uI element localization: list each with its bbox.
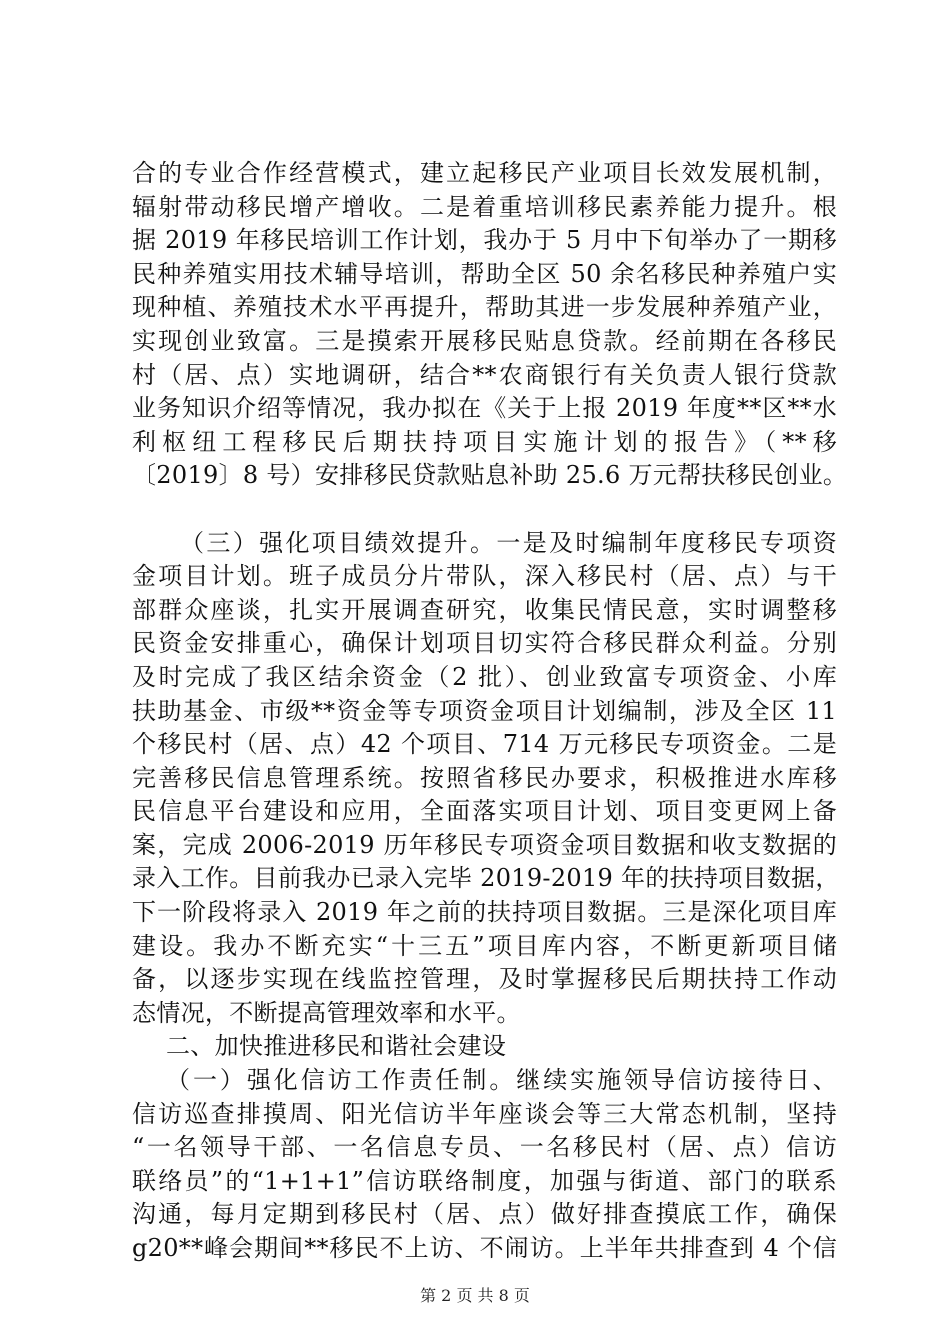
paragraph-2: [132, 527, 840, 1031]
text-line: g20**峰会期间**移民不上访、不闹访。上半年共排查到 4 个信: [132, 1234, 837, 1262]
text-line: 下一阶段将录入 2019 年之前的扶持项目数据。三是深化项目库: [132, 898, 837, 927]
text-line: 部群众座谈，扎实开展调查研究，收集民情民意，实时调整移: [132, 595, 837, 624]
text-line: 及时完成了我区结余资金（2 批）、创业致富专项资金、小库: [132, 662, 837, 691]
text-line: 现种植、养殖技术水平再提升，帮助其进一步发展种养殖产业，: [132, 293, 837, 322]
text-line: 建设。我办不断充实“十三五”项目库内容，不断更新项目储: [132, 931, 837, 960]
text-line-indented: （三）强化项目绩效提升。一是及时编制年度移民专项资: [180, 528, 837, 557]
text-line: 村（居、点）实地调研，结合**农商银行有关负责人银行贷款: [132, 360, 837, 389]
paragraph-3: [132, 1064, 837, 1266]
text-line: 合的专业合作经营模式，建立起移民产业项目长效发展机制，: [132, 159, 837, 187]
text-line: 〔2019〕8 号）安排移民贷款贴息补助 25.6 万元帮扶移民创业。: [132, 461, 848, 490]
text-line: 完善移民信息管理系统。按照省移民办要求，积极推进水库移: [132, 763, 837, 792]
text-line: 扶助基金、市级**资金等专项资金项目计划编制，涉及全区 11: [132, 696, 837, 725]
text-line: “一名领导干部、一名信息专员、一名移民村（居、点）信访: [132, 1133, 837, 1162]
text-line: 个移民村（居、点）42 个项目、714 万元移民专项资金。二是: [132, 730, 837, 759]
text-line: 备，以逐步实现在线监控管理，及时掌握移民后期扶持工作动: [132, 965, 837, 994]
paragraph-1: [132, 157, 848, 493]
text-line: 民资金安排重心，确保计划项目切实符合移民群众利益。分别: [132, 629, 837, 658]
page-footer: 第 2 页 共 8 页: [420, 1286, 530, 1305]
text-line: 民种养殖实用技术辅导培训，帮助全区 50 余名移民种养殖户实: [132, 259, 837, 288]
text-line: 业务知识介绍等情况，我办拟在《关于上报 2019 年度**区**水: [132, 394, 837, 423]
text-line-indented: （一）强化信访工作责任制。继续实施领导信访接待日、: [166, 1066, 837, 1095]
text-line: 利枢纽工程移民后期扶持项目实施计划的报告》（**移: [132, 427, 837, 456]
text-line: 态情况，不断提高管理效率和水平。: [132, 998, 521, 1027]
text-line: 信访巡查排摸周、阳光信访半年座谈会等三大常态机制，坚持: [132, 1099, 837, 1128]
text-line: 录入工作。目前我办已录入完毕 2019-2019 年的扶持项目数据，: [132, 864, 840, 893]
section-heading: 二、加快推进移民和谐社会建设: [166, 1032, 507, 1061]
body-text: [132, 157, 848, 1266]
text-line: 据 2019 年移民培训工作计划，我办于 5 月中下旬举办了一期移: [132, 226, 837, 255]
text-line: 实现创业致富。三是摸索开展移民贴息贷款。经前期在各移民: [132, 326, 837, 355]
paragraph-spacer: [132, 493, 837, 527]
text-line: 辐射带动移民增产增收。二是着重培训移民素养能力提升。根: [132, 192, 837, 221]
text-line: 金项目计划。班子成员分片带队，深入移民村（居、点）与干: [132, 562, 837, 591]
text-line: 民信息平台建设和应用，全面落实项目计划、项目变更网上备: [132, 797, 837, 826]
text-line: 联络员”的“1+1+1”信访联络制度，加强与街道、部门的联系: [132, 1166, 837, 1195]
text-line: 案，完成 2006-2019 历年移民专项资金项目数据和收支数据的: [132, 830, 837, 859]
text-line: 沟通，每月定期到移民村（居、点）做好排查摸底工作，确保: [132, 1200, 837, 1229]
